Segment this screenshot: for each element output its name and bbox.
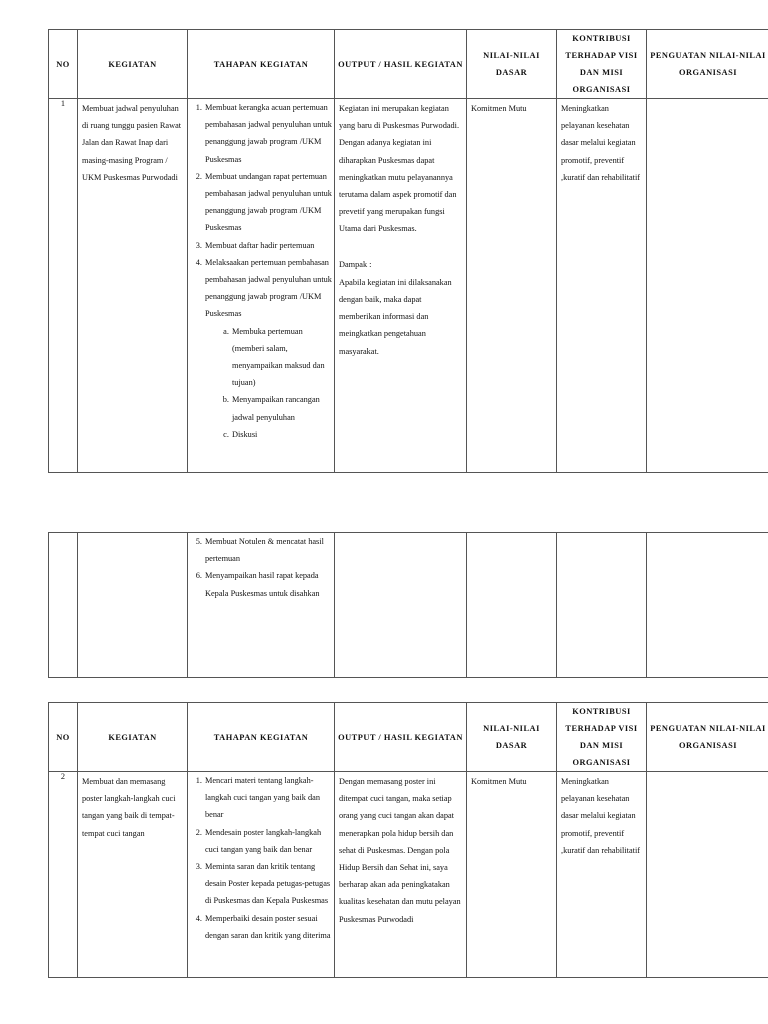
step-item: 3. Membuat daftar hadir pertemuan (204, 237, 334, 254)
substep-item: c. Diskusi (231, 426, 334, 443)
penguatan-cell (647, 772, 768, 978)
tahapan-cell (188, 533, 335, 678)
activity-table-1 (48, 29, 768, 473)
kegiatan-cell (78, 772, 188, 978)
penguatan-text (647, 772, 768, 773)
header-tahapan: TAHAPAN KEGIATAN (188, 30, 335, 99)
row-number: 1 (49, 99, 78, 473)
substeps-list (205, 323, 334, 443)
step-item: 1. Membuat kerangka acuan pertemuan pembahasan jadwal penyuluhan untuk penanggung jawab program /UKM Puskesmas (204, 99, 334, 168)
header-tahapan: TAHAPAN KEGIATAN (188, 703, 335, 772)
header-output: OUTPUT / HASIL KEGIATAN (335, 30, 467, 99)
output-cell (335, 533, 467, 678)
nilai-cell (467, 99, 557, 473)
penguatan-cell (647, 99, 768, 473)
steps-list (188, 533, 334, 602)
output-dampak-text: Apabila kegiatan ini dilaksanakan dengan baik, maka dapat memberikan informasi dan meingkatkan pengetahuan masyarakat. (339, 277, 452, 356)
table-header-row (49, 30, 768, 99)
kontribusi-text: Meningkatkan pelayanan kesehatan dasar melalui kegiatan promotif, preventif ,kuratif dan rehabilitatif (561, 104, 641, 182)
output-dampak-label: Dampak : (339, 259, 372, 269)
header-nilai: NILAI-NILAI DASAR (467, 703, 557, 772)
step-item: 4. Memperbaiki desain poster sesuai dengan saran dan kritik yang diterima (204, 910, 334, 944)
row-number (49, 533, 78, 678)
penguatan-cell (647, 533, 768, 678)
steps-list (188, 772, 334, 944)
output-paragraph: Dengan memasang poster ini ditempat cuci tangan, maka setiap orang yang cuci tangan akan dapat menerapkan pola hidup bersih dan sehat di Puskesmas. Dengan pola Hidup Bersih dan Sehat ini, saya berharap akan ada peningkatakan kualitas kesehatan dan mutu pelayan Puskesmas Purwodadi (339, 777, 461, 924)
header-nilai: NILAI-NILAI DASAR (467, 30, 557, 99)
header-penguatan: PENGUATAN NILAI-NILAI ORGANISASI (647, 30, 768, 99)
kontribusi-cell (557, 533, 647, 678)
header-kegiatan: KEGIATAN (78, 703, 188, 772)
header-kontribusi: KONTRIBUSI TERHADAP VISI DAN MISI ORGANISASI (557, 30, 647, 99)
header-penguatan: PENGUATAN NILAI-NILAI ORGANISASI (647, 703, 768, 772)
kegiatan-text: Membuat jadwal penyuluhan di ruang tunggu pasien Rawat Jalan dan Rawat Inap dari masing-masing Program / UKM Puskesmas Purwodadi (82, 104, 182, 182)
output-paragraph: Kegiatan ini merupakan kegiatan yang baru di Puskesmas Purwodadi. Dengan adanya kegiatan ini diharapkan Puskesmas dapat meningkatkan mutu pelayanannya terutama dalam aspek promotif dan prevetif yang merupakan fungsi Utama dari Puskesmas. (339, 104, 460, 234)
step-item: 5. Membuat Notulen & mencatat hasil pertemuan (204, 533, 334, 567)
activity-table-1-continued (48, 532, 768, 678)
output-cell (335, 99, 467, 473)
step-item: 1. Mencari materi tentang langkah-langkah cuci tangan yang baik dan benar (204, 772, 334, 824)
kontribusi-text: Meningkatkan pelayanan kesehatan dasar melalui kegiatan promotif, preventif ,kuratif dan rehabilitatif (561, 777, 641, 855)
nilai-text: Komitmen Mutu (471, 104, 527, 113)
step-item: 2. Mendesain poster langkah-langkah cuci tangan yang baik dan benar (204, 824, 334, 858)
activity-table-2 (48, 702, 768, 978)
nilai-cell (467, 533, 557, 678)
table-row (49, 533, 768, 678)
table-header-row (49, 703, 768, 772)
step-item: 3. Meminta saran dan kritik tentang desain Poster kepada petugas-petugas di Puskesmas dan Kepala Puskesmas (204, 858, 334, 910)
substep-item: b. Menyampaikan rancangan jadwal penyuluhan (231, 391, 334, 425)
kegiatan-cell (78, 533, 188, 678)
header-no: NO (49, 703, 78, 772)
nilai-cell (467, 772, 557, 978)
table-row (49, 772, 768, 978)
table-row (49, 99, 768, 473)
step-item (204, 254, 334, 443)
kontribusi-cell (557, 99, 647, 473)
nilai-text: Komitmen Mutu (471, 777, 527, 786)
steps-list (188, 99, 334, 443)
tahapan-cell (188, 772, 335, 978)
header-kegiatan: KEGIATAN (78, 30, 188, 99)
penguatan-text (647, 99, 768, 100)
header-no: NO (49, 30, 78, 99)
substep-item: a. Membuka pertemuan (memberi salam, menyampaikan maksud dan tujuan) (231, 323, 334, 392)
step-item: 2. Membuat undangan rapat pertemuan pembahasan jadwal penyuluhan untuk penanggung jawab program /UKM Puskesmas (204, 168, 334, 237)
row-number: 2 (49, 772, 78, 978)
kegiatan-text: Membuat dan memasang poster langkah-langkah cuci tangan yang baik di tempat-tempat cuci tangan (82, 777, 176, 838)
kontribusi-cell (557, 772, 647, 978)
step-text: Melaksaakan pertemuan pembahasan pembahasan jadwal penyuluhan untuk penanggung jawab program /UKM Puskesmas (205, 257, 332, 319)
kegiatan-cell (78, 99, 188, 473)
header-output: OUTPUT / HASIL KEGIATAN (335, 703, 467, 772)
step-item: 6. Menyampaikan hasil rapat kepada Kepala Puskesmas untuk disahkan (204, 567, 334, 601)
output-cell (335, 772, 467, 978)
header-kontribusi: KONTRIBUSI TERHADAP VISI DAN MISI ORGANISASI (557, 703, 647, 772)
tahapan-cell (188, 99, 335, 473)
